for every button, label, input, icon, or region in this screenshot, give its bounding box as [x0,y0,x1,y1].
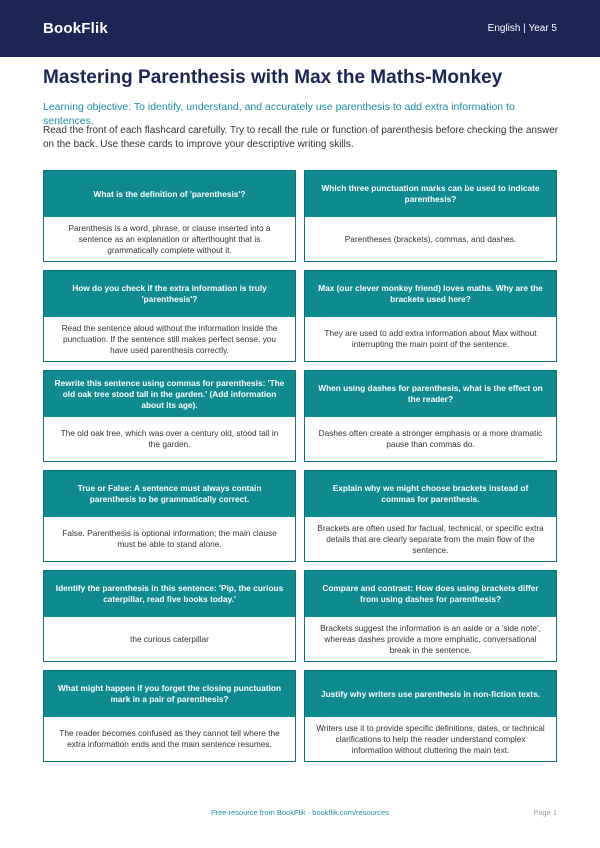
flashcard-back: The old oak tree, which was over a century old, stood tall in the garden. [44,417,295,461]
flashcard-back: They are used to add extra information about Max without interrupting the main point of the sentence. [305,317,556,361]
flashcard-front: Max (our clever monkey friend) loves maths. Why are the brackets used here? [305,271,556,317]
flashcard-front: What is the definition of 'parenthesis'? [44,171,295,217]
flashcard [304,670,557,762]
flashcard-back: the curious caterpillar [44,617,295,661]
flashcard [43,470,296,562]
flashcard-front: Which three punctuation marks can be used to indicate parenthesis? [305,171,556,217]
flashcard [304,370,557,462]
flashcard [43,270,296,362]
flashcard-back: False. Parenthesis is optional information; the main clause must be able to stand alone. [44,517,295,561]
flashcard [304,470,557,562]
flashcard-front: True or False: A sentence must always contain parenthesis to be grammatically correct. [44,471,295,517]
flashcard-grid [43,170,557,762]
flashcard [304,570,557,662]
flashcard-front: What might happen if you forget the closing punctuation mark in a pair of parenthesis? [44,671,295,717]
flashcard [43,170,296,262]
subject-year-label: English | Year 5 [487,23,557,34]
footer [43,808,557,820]
flashcard [43,370,296,462]
flashcard-back: Writers use it to provide specific definitions, dates, or technical clarifications to help the reader understand complex information without cluttering the main text. [305,717,556,761]
flashcard-back: Brackets are often used for factual, technical, or specific extra details that are clearly separate from the main flow of the sentence. [305,517,556,561]
page-title: Mastering Parenthesis with Max the Maths-Monkey [43,67,503,88]
flashcard-back: Read the sentence aloud without the information inside the punctuation. If the sentence still makes perfect sense, you have used parenthesis correctly. [44,317,295,361]
flashcard-front: Explain why we might choose brackets instead of commas for parenthesis. [305,471,556,517]
flashcard-back: Parentheses (brackets), commas, and dashes. [305,217,556,261]
intro-text: Read the front of each flashcard carefully. Try to recall the rule or function of parenthesis before checking the answer on the back. Use these cards to improve your descriptive writing skills. [43,125,559,150]
page-number: Page 1 [533,808,557,817]
flashcard-front: How do you check if the extra information is truly 'parenthesis'? [44,271,295,317]
flashcard [304,170,557,262]
flashcard-back: Brackets suggest the information is an aside or a 'side note', whereas dashes provide a more emphatic, conversational break in the sentence. [305,617,556,661]
header-bar [0,0,600,57]
flashcard-back: The reader becomes confused as they cannot tell where the extra information ends and the main sentence resumes. [44,717,295,761]
flashcard-back: Parenthesis is a word, phrase, or clause inserted into a sentence as an explanation or afterthought that is grammatically complete without it. [44,217,295,261]
learning-objective: Learning objective: To identify, understand, and accurately use parenthesis to add extra information to sentences. [43,101,515,127]
flashcard-front: Justify why writers use parenthesis in non-fiction texts. [305,671,556,717]
resource-link[interactable]: Free resource from BookFlik · bookflik.com/resources [211,808,389,817]
flashcard-back: Dashes often create a stronger emphasis or a more dramatic pause than commas do. [305,417,556,461]
flashcard-front: When using dashes for parenthesis, what is the effect on the reader? [305,371,556,417]
flashcard-front: Identify the parenthesis in this sentence: 'Pip, the curious caterpillar, read five books today.' [44,571,295,617]
flashcard-front: Rewrite this sentence using commas for parenthesis: 'The old oak tree stood tall in the garden.' (Add information about its age). [44,371,295,417]
flashcard [43,670,296,762]
flashcard [304,270,557,362]
brand-logo[interactable]: BookFlik [43,20,108,37]
flashcard-front: Compare and contrast: How does using brackets differ from using dashes for parenthesis? [305,571,556,617]
flashcard [43,570,296,662]
